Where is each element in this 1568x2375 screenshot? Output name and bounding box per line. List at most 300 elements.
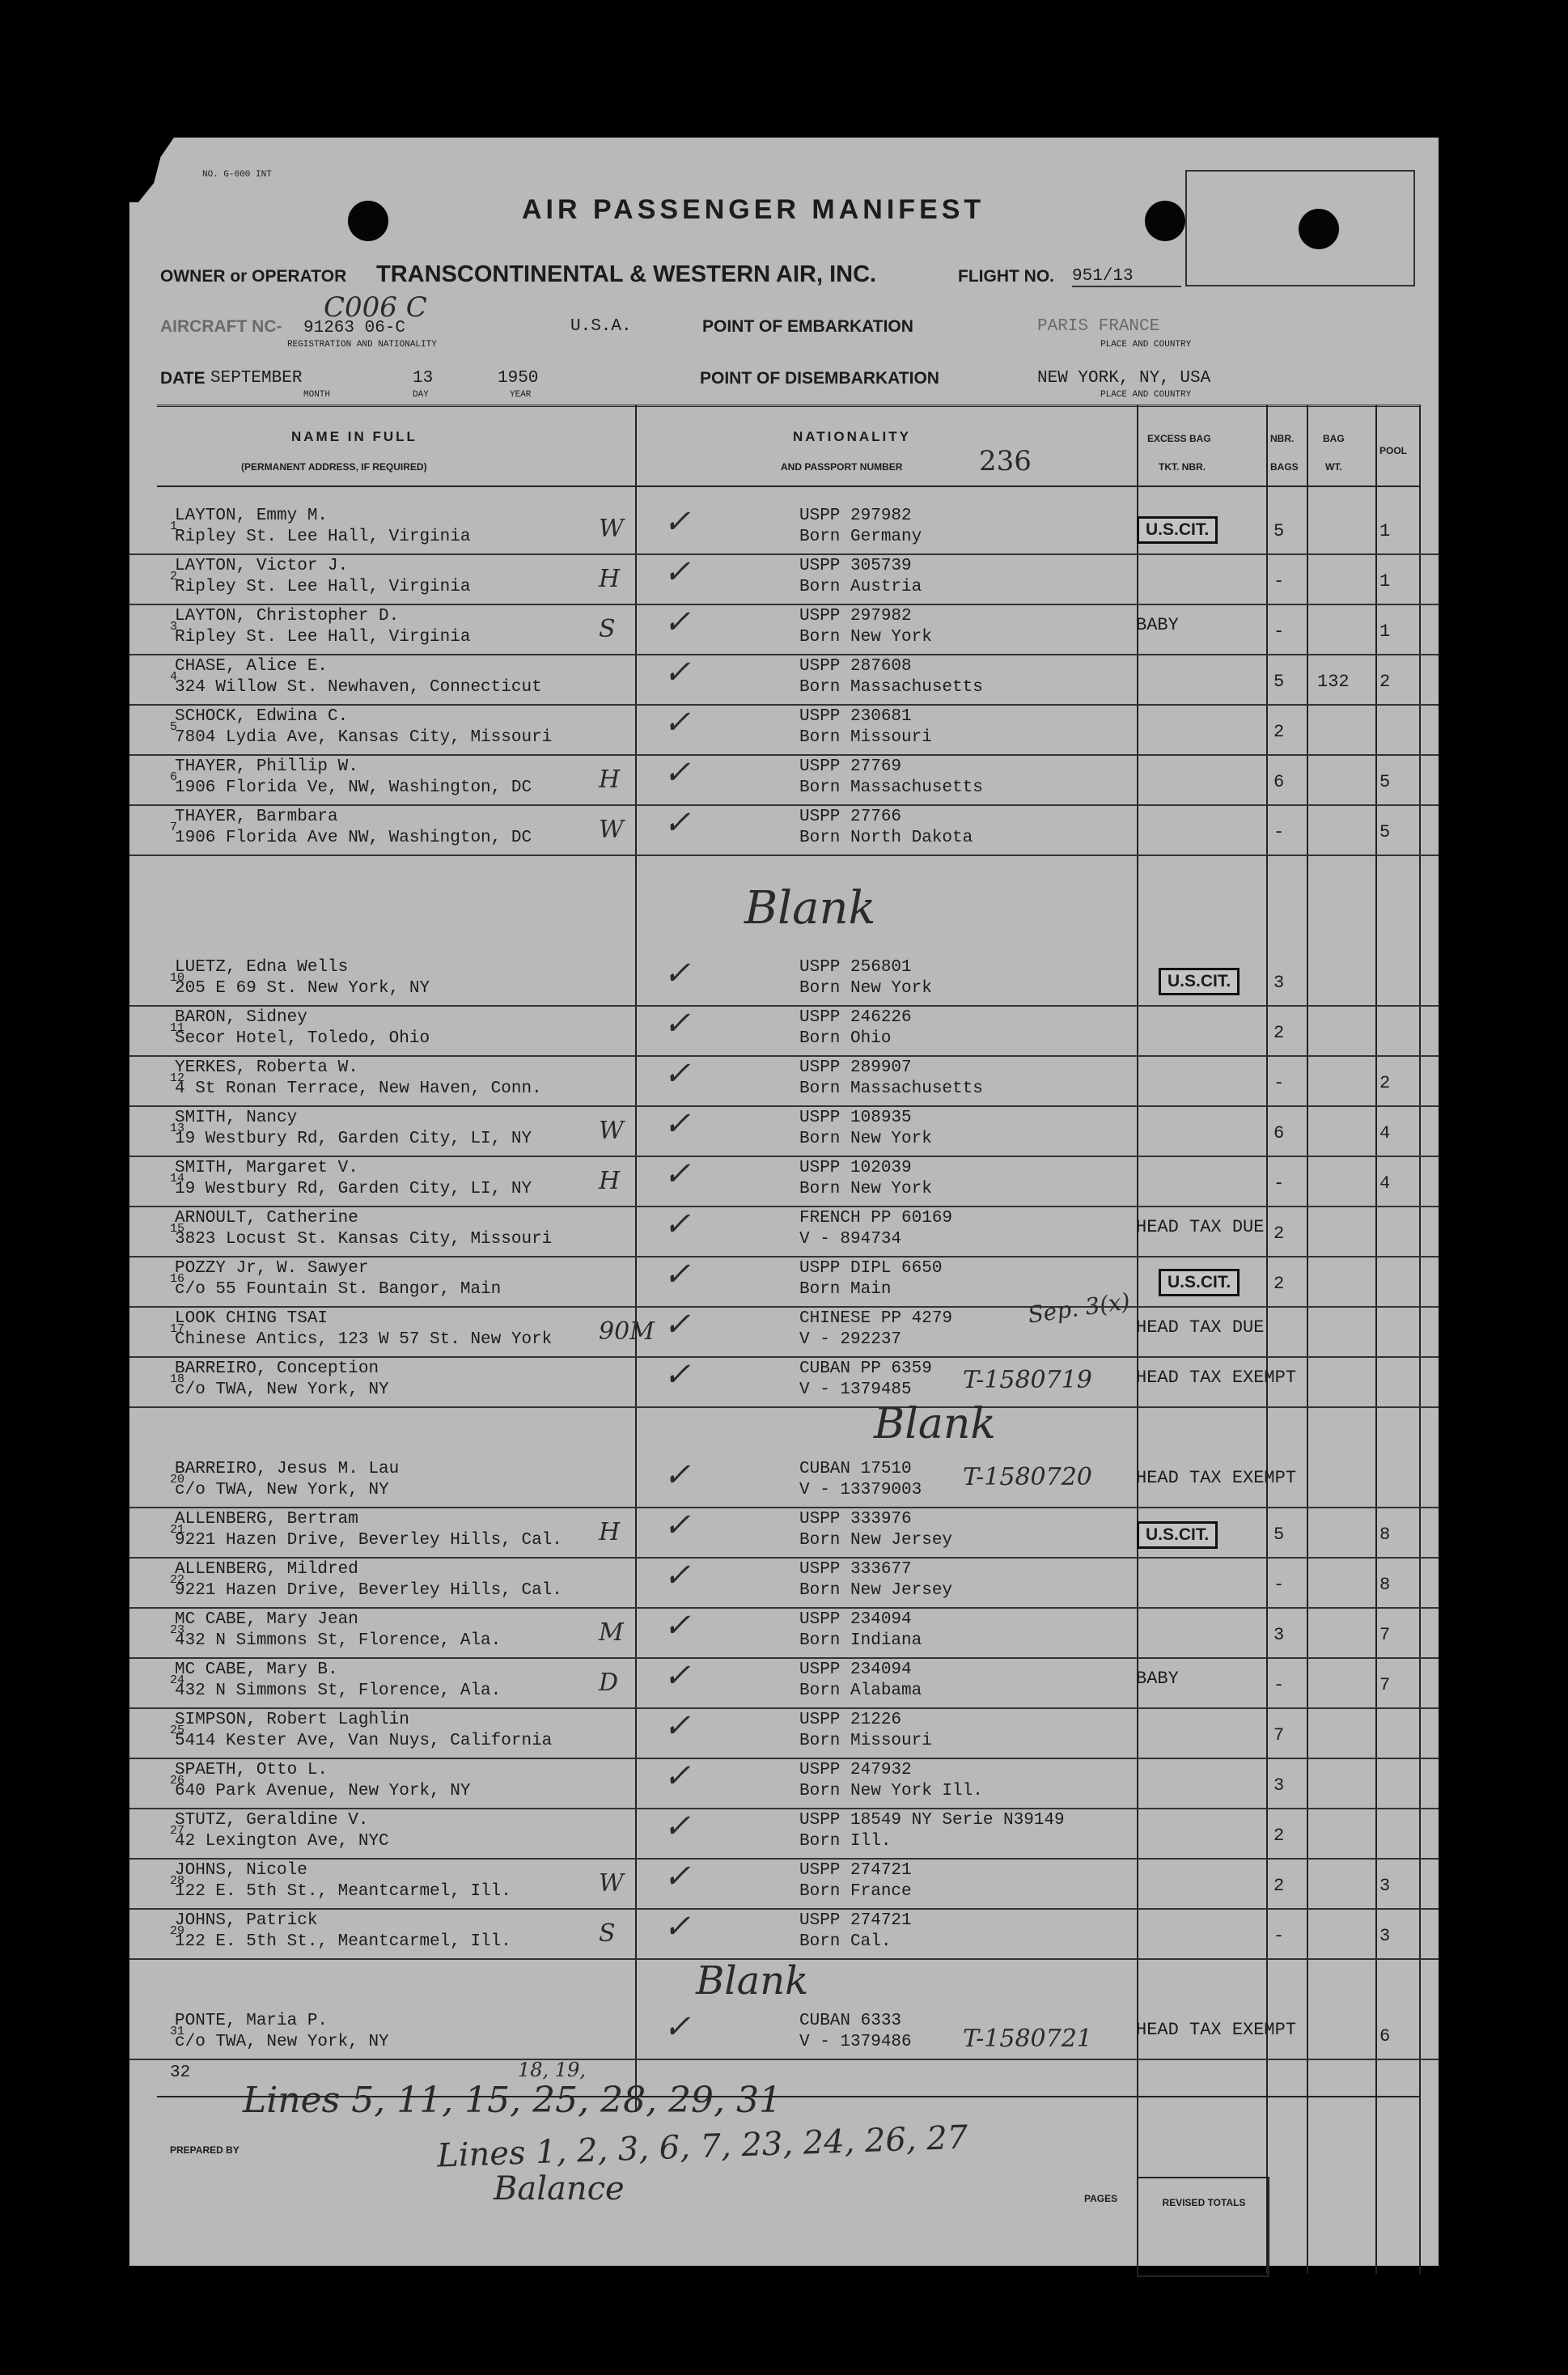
birthplace: Born France xyxy=(799,1882,912,1901)
passenger-row xyxy=(129,1256,1439,1308)
lines-note: Lines 5, 11, 15, 25, 28, 29, 31 xyxy=(243,2080,782,2121)
passport-number: USPP 297982 xyxy=(799,507,912,525)
passenger-name: LAYTON, Emmy M. xyxy=(175,507,328,525)
us-citizen-stamp: U.S.CIT. xyxy=(1159,968,1240,995)
pool-number: 5 xyxy=(1379,822,1391,842)
bag-count: 6 xyxy=(1273,1123,1285,1143)
prepared-by-label: PREPARED BY xyxy=(170,2144,239,2156)
bag-count: 6 xyxy=(1273,772,1285,792)
row-number: 20 xyxy=(170,1473,185,1486)
passenger-row xyxy=(129,1657,1439,1709)
row-number: 24 xyxy=(170,1673,185,1687)
birthplace: Born New Jersey xyxy=(799,1581,953,1600)
birthplace: Born Massachusetts xyxy=(799,1079,983,1098)
passport-number: USPP 18549 NY Serie N39149 xyxy=(799,1811,1065,1830)
row-number: 23 xyxy=(170,1623,185,1637)
ticket-number: T-1580721 xyxy=(963,2025,1092,2053)
lines-note-top: 18, 19, xyxy=(518,2059,586,2081)
passport-number: USPP 234094 xyxy=(799,1610,912,1629)
row-number: 31 xyxy=(170,2025,185,2038)
blank-annotation: Blank xyxy=(874,1400,996,1448)
date-sub-day: DAY xyxy=(413,390,429,400)
check-mark-icon: ✓ xyxy=(663,754,691,791)
pool-number: 8 xyxy=(1379,1525,1391,1545)
passenger-name: LAYTON, Victor J. xyxy=(175,557,349,575)
col-nationality: NATIONALITY xyxy=(793,429,912,444)
passenger-row xyxy=(129,1758,1439,1809)
birthplace: Born New York xyxy=(799,1130,932,1148)
birthplace: Born Alabama xyxy=(799,1682,922,1700)
passenger-name: LOOK CHING TSAI xyxy=(175,1309,328,1328)
passenger-address: 205 E 69 St. New York, NY xyxy=(175,979,430,998)
date-year: 1950 xyxy=(498,369,539,388)
row-number: 10 xyxy=(170,971,185,985)
aircraft-nation: U.S.A. xyxy=(570,317,632,336)
bag-count: 5 xyxy=(1273,1525,1285,1545)
birthplace: Born New York Ill. xyxy=(799,1782,983,1800)
birthplace: Born New York xyxy=(799,979,932,998)
check-mark-icon: ✓ xyxy=(663,1156,691,1193)
passenger-address: 3823 Locust St. Kansas City, Missouri xyxy=(175,1230,553,1249)
passenger-name: THAYER, Phillip W. xyxy=(175,757,358,776)
row-number: 21 xyxy=(170,1523,185,1537)
bag-count: 3 xyxy=(1273,973,1285,993)
owner-label: OWNER or OPERATOR xyxy=(160,267,347,286)
passenger-name: BARREIRO, Conception xyxy=(175,1359,379,1378)
row-number: 26 xyxy=(170,1774,185,1788)
passport-number: USPP 289907 xyxy=(799,1058,912,1077)
passenger-address: 122 E. 5th St., Meantcarmel, Ill. xyxy=(175,1882,511,1901)
handwritten-mark: H xyxy=(599,1518,621,1546)
row-number: 4 xyxy=(170,670,178,684)
nationality-handwritten: 236 xyxy=(979,445,1032,477)
row-number: 2 xyxy=(170,570,178,583)
pool-number: 4 xyxy=(1379,1123,1391,1143)
passenger-row xyxy=(129,1557,1439,1609)
passport-number: USPP 234094 xyxy=(799,1660,912,1679)
passenger-address: 432 N Simmons St, Florence, Ala. xyxy=(175,1631,502,1650)
handwritten-mark: W xyxy=(599,816,624,844)
passenger-address: 9221 Hazen Drive, Beverley Hills, Cal. xyxy=(175,1581,562,1600)
row-number: 6 xyxy=(170,770,178,784)
check-mark-icon: ✓ xyxy=(663,1908,691,1945)
date-label: DATE xyxy=(160,369,206,388)
row-number: 16 xyxy=(170,1272,185,1286)
bag-count: 3 xyxy=(1273,1625,1285,1645)
status-note: HEAD TAX EXEMPT xyxy=(1136,1468,1297,1488)
passenger-name: STUTZ, Geraldine V. xyxy=(175,1811,369,1830)
passport-number: USPP 108935 xyxy=(799,1109,912,1127)
bag-count: 5 xyxy=(1273,672,1285,692)
passenger-row xyxy=(129,804,1439,856)
footer-rule xyxy=(157,2096,1419,2097)
passenger-address: c/o 55 Fountain St. Bangor, Main xyxy=(175,1280,502,1299)
passport-number: USPP 333976 xyxy=(799,1510,912,1529)
bag-count: - xyxy=(1273,621,1285,642)
birthplace: Born Cal. xyxy=(799,1932,892,1951)
passenger-name: LUETZ, Edna Wells xyxy=(175,958,349,977)
check-mark-icon: ✓ xyxy=(663,1256,691,1293)
row-number: 12 xyxy=(170,1071,185,1085)
row-number: 7 xyxy=(170,821,178,834)
passenger-row xyxy=(129,604,1439,655)
row-number: 14 xyxy=(170,1172,185,1185)
row-32: 32 xyxy=(170,2063,191,2082)
blank-annotation: Blank xyxy=(744,882,876,935)
check-mark-icon: ✓ xyxy=(663,1306,691,1343)
birthplace: Born Ill. xyxy=(799,1832,892,1851)
birthplace: V - 1379486 xyxy=(799,2033,912,2051)
row-number: 5 xyxy=(170,720,178,734)
passenger-row xyxy=(129,2008,1439,2060)
passenger-row xyxy=(129,754,1439,806)
passenger-row xyxy=(129,1206,1439,1257)
pool-number: 3 xyxy=(1379,1926,1391,1946)
passenger-row xyxy=(129,1005,1439,1057)
row-number: 3 xyxy=(170,620,178,634)
check-mark-icon: ✓ xyxy=(663,1557,691,1594)
passenger-name: ARNOULT, Catherine xyxy=(175,1209,358,1228)
passenger-row xyxy=(129,1908,1439,1960)
aircraft-label: AIRCRAFT NC- xyxy=(160,317,282,336)
form-title: AIR PASSENGER MANIFEST xyxy=(522,194,985,225)
embark-value: PARIS FRANCE xyxy=(1037,317,1160,336)
passenger-address: 19 Westbury Rd, Garden City, LI, NY xyxy=(175,1180,532,1198)
passenger-row xyxy=(129,1507,1439,1559)
passenger-row xyxy=(129,1808,1439,1860)
passenger-address: Ripley St. Lee Hall, Virginia xyxy=(175,628,471,647)
birthplace: Born New York xyxy=(799,628,932,647)
passenger-address: c/o TWA, New York, NY xyxy=(175,1481,389,1499)
passport-number: USPP 21226 xyxy=(799,1711,902,1729)
passport-number: USPP 333677 xyxy=(799,1560,912,1579)
flight-label: FLIGHT NO. xyxy=(958,267,1054,286)
passport-number: USPP 274721 xyxy=(799,1861,912,1880)
pool-number: 7 xyxy=(1379,1625,1391,1645)
lines-note: Lines 1, 2, 3, 6, 7, 23, 24, 26, 27 xyxy=(436,2118,968,2175)
passenger-address: c/o TWA, New York, NY xyxy=(175,2033,389,2051)
handwritten-mark: W xyxy=(599,515,624,543)
passenger-name: JOHNS, Nicole xyxy=(175,1861,307,1880)
date-sub-month: MONTH xyxy=(303,390,331,400)
passenger-row xyxy=(129,704,1439,756)
bag-count: - xyxy=(1273,822,1285,842)
passport-number: CUBAN PP 6359 xyxy=(799,1359,932,1378)
row-number: 18 xyxy=(170,1372,185,1386)
check-mark-icon: ✓ xyxy=(663,1055,691,1092)
passenger-address: 7804 Lydia Ave, Kansas City, Missouri xyxy=(175,728,553,747)
bag-count: 2 xyxy=(1273,1876,1285,1896)
passenger-address: 1906 Florida Ave NW, Washington, DC xyxy=(175,829,532,847)
passenger-row xyxy=(129,1105,1439,1157)
check-mark-icon: ✓ xyxy=(663,1657,691,1694)
passenger-name: BARREIRO, Jesus M. Lau xyxy=(175,1460,400,1478)
passport-number: USPP 256801 xyxy=(799,958,912,977)
col-pool: POOL xyxy=(1379,445,1408,456)
revised-totals-box xyxy=(1137,2177,1269,2277)
col-bags: NBR. xyxy=(1270,433,1295,444)
passenger-row xyxy=(129,1306,1439,1358)
passenger-address: Chinese Antics, 123 W 57 St. New York xyxy=(175,1330,553,1349)
passenger-address: 640 Park Avenue, New York, NY xyxy=(175,1782,471,1800)
col-name-sub: (PERMANENT ADDRESS, IF REQUIRED) xyxy=(241,461,427,473)
bag-count: - xyxy=(1273,571,1285,592)
passport-number: CUBAN 6333 xyxy=(799,2012,902,2030)
bag-count: 2 xyxy=(1273,1274,1285,1294)
pool-number: 8 xyxy=(1379,1575,1391,1595)
handwritten-mark: D xyxy=(599,1669,619,1697)
birthplace: Born Massachusetts xyxy=(799,678,983,697)
passport-number: USPP 102039 xyxy=(799,1159,912,1177)
row-number: 28 xyxy=(170,1874,185,1888)
blank-annotation: Blank xyxy=(696,1958,809,2004)
passport-number: USPP 27766 xyxy=(799,808,902,826)
status-note: HEAD TAX DUE xyxy=(1136,1217,1265,1237)
check-mark-icon: ✓ xyxy=(663,654,691,691)
manifest-sheet xyxy=(129,138,1439,2266)
passenger-address: Ripley St. Lee Hall, Virginia xyxy=(175,528,471,546)
birthplace: V - 894734 xyxy=(799,1230,902,1249)
pool-number: 7 xyxy=(1379,1675,1391,1695)
status-note: HEAD TAX EXEMPT xyxy=(1136,1368,1297,1388)
header-rule xyxy=(157,486,1419,487)
row-number: 22 xyxy=(170,1573,185,1587)
passport-number: USPP 305739 xyxy=(799,557,912,575)
check-mark-icon: ✓ xyxy=(663,1105,691,1143)
col-excess-sub: TKT. NBR. xyxy=(1159,461,1206,473)
handwritten-mark: H xyxy=(599,1167,621,1195)
pool-number: 1 xyxy=(1379,621,1391,642)
check-mark-icon: ✓ xyxy=(663,1206,691,1243)
col-wt: BAG xyxy=(1323,433,1345,444)
passenger-address: 4 St Ronan Terrace, New Haven, Conn. xyxy=(175,1079,542,1098)
passenger-name: MC CABE, Mary B. xyxy=(175,1660,338,1679)
balance-note: Balance xyxy=(494,2170,625,2207)
row-number: 1 xyxy=(170,520,178,533)
passport-number: CUBAN 17510 xyxy=(799,1460,912,1478)
passport-number: USPP DIPL 6650 xyxy=(799,1259,943,1278)
pool-number: 2 xyxy=(1379,672,1391,692)
disembark-label: POINT OF DISEMBARKATION xyxy=(700,369,939,388)
check-mark-icon: ✓ xyxy=(663,604,691,641)
check-mark-icon: ✓ xyxy=(663,1607,691,1644)
col-name: NAME IN FULL xyxy=(291,429,417,444)
date-note: Sep. 3(x) xyxy=(1026,1287,1132,1329)
passenger-row xyxy=(129,1356,1439,1408)
birthplace: V - 292237 xyxy=(799,1330,902,1349)
passenger-name: SPAETH, Otto L. xyxy=(175,1761,328,1779)
birthplace: Born New York xyxy=(799,1180,932,1198)
birthplace: V - 13379003 xyxy=(799,1481,922,1499)
disembark-sub: PLACE AND COUNTRY xyxy=(1100,390,1192,400)
date-month: SEPTEMBER xyxy=(210,369,303,388)
passenger-row xyxy=(129,1858,1439,1910)
passenger-row xyxy=(129,1607,1439,1659)
passenger-row xyxy=(129,503,1439,555)
flight-value: 951/13 xyxy=(1072,267,1181,287)
birthplace: Born Ohio xyxy=(799,1029,892,1048)
passenger-name: MC CABE, Mary Jean xyxy=(175,1610,358,1629)
bag-count: 2 xyxy=(1273,722,1285,742)
embark-label: POINT OF EMBARKATION xyxy=(702,317,913,336)
us-citizen-stamp: U.S.CIT. xyxy=(1137,1521,1218,1549)
handwritten-mark: S xyxy=(599,1919,616,1948)
passenger-name: POZZY Jr, W. Sawyer xyxy=(175,1259,369,1278)
pool-number: 5 xyxy=(1379,772,1391,792)
check-mark-icon: ✓ xyxy=(663,1005,691,1042)
ticket-number: T-1580720 xyxy=(963,1463,1092,1491)
check-mark-icon: ✓ xyxy=(663,1758,691,1795)
check-mark-icon: ✓ xyxy=(663,2008,691,2046)
handwritten-mark: M xyxy=(599,1618,624,1647)
ticket-number: T-1580719 xyxy=(963,1366,1092,1394)
bag-weight: 132 xyxy=(1317,672,1350,692)
passenger-row xyxy=(129,654,1439,706)
passenger-name: CHASE, Alice E. xyxy=(175,657,328,676)
passport-number: USPP 274721 xyxy=(799,1911,912,1930)
passenger-name: YERKES, Roberta W. xyxy=(175,1058,358,1077)
row-number: 11 xyxy=(170,1021,185,1035)
bag-count: 2 xyxy=(1273,1023,1285,1043)
bag-count: - xyxy=(1273,1926,1285,1946)
passenger-address: Ripley St. Lee Hall, Virginia xyxy=(175,578,471,596)
row-number: 15 xyxy=(170,1222,185,1236)
bag-count: 7 xyxy=(1273,1725,1285,1745)
birthplace: Born Missouri xyxy=(799,1732,932,1750)
passport-number: USPP 297982 xyxy=(799,607,912,626)
passenger-name: SIMPSON, Robert Laghlin xyxy=(175,1711,409,1729)
passenger-name: LAYTON, Christopher D. xyxy=(175,607,400,626)
table-top-rule xyxy=(157,405,1419,407)
pool-number: 4 xyxy=(1379,1173,1391,1194)
bag-count: 5 xyxy=(1273,521,1285,541)
row-number: 27 xyxy=(170,1824,185,1838)
row-number: 29 xyxy=(170,1924,185,1938)
passenger-address: 324 Willow St. Newhaven, Connecticut xyxy=(175,678,542,697)
handwritten-mark: W xyxy=(599,1869,624,1898)
passenger-address: 19 Westbury Rd, Garden City, LI, NY xyxy=(175,1130,532,1148)
passenger-address: 1906 Florida Ve, NW, Washington, DC xyxy=(175,778,532,797)
col-excess: EXCESS BAG xyxy=(1147,433,1211,444)
aircraft-handwritten: C006 C xyxy=(324,291,427,324)
passenger-address: Secor Hotel, Toledo, Ohio xyxy=(175,1029,430,1048)
embark-sub: PLACE AND COUNTRY xyxy=(1100,340,1192,350)
pool-number: 1 xyxy=(1379,521,1391,541)
revised-totals-label: REVISED TOTALS xyxy=(1162,2197,1246,2208)
check-mark-icon: ✓ xyxy=(663,1356,691,1393)
birthplace: Born Germany xyxy=(799,528,922,546)
stamp-box xyxy=(1185,170,1415,286)
passenger-name: ALLENBERG, Mildred xyxy=(175,1560,358,1579)
check-mark-icon: ✓ xyxy=(663,704,691,741)
birthplace: Born Indiana xyxy=(799,1631,922,1650)
punch-hole xyxy=(348,201,388,241)
passenger-name: THAYER, Barmbara xyxy=(175,808,338,826)
bag-count: - xyxy=(1273,1575,1285,1595)
passenger-address: 5414 Kester Ave, Van Nuys, California xyxy=(175,1732,553,1750)
bag-count: - xyxy=(1273,1073,1285,1093)
torn-corner xyxy=(129,138,174,202)
date-day: 13 xyxy=(413,369,434,388)
passenger-name: BARON, Sidney xyxy=(175,1008,307,1027)
check-mark-icon: ✓ xyxy=(663,804,691,842)
birthplace: Born Massachusetts xyxy=(799,778,983,797)
birthplace: Born Main xyxy=(799,1280,892,1299)
passenger-name: JOHNS, Patrick xyxy=(175,1911,318,1930)
form-number: NO. G-000 INT xyxy=(202,170,272,180)
passenger-address: 42 Lexington Ave, NYC xyxy=(175,1832,389,1851)
passenger-name: PONTE, Maria P. xyxy=(175,2012,328,2030)
us-citizen-stamp: U.S.CIT. xyxy=(1137,516,1218,544)
passenger-name: SMITH, Margaret V. xyxy=(175,1159,358,1177)
handwritten-mark: W xyxy=(599,1117,624,1145)
passport-number: USPP 230681 xyxy=(799,707,912,726)
bag-count: 2 xyxy=(1273,1826,1285,1846)
check-mark-icon: ✓ xyxy=(663,553,691,591)
check-mark-icon: ✓ xyxy=(663,1707,691,1745)
bag-count: 3 xyxy=(1273,1775,1285,1796)
us-citizen-stamp: U.S.CIT. xyxy=(1159,1269,1240,1296)
handwritten-mark: S xyxy=(599,615,616,643)
status-note: BABY xyxy=(1136,1669,1179,1689)
check-mark-icon: ✓ xyxy=(663,1457,691,1494)
check-mark-icon: ✓ xyxy=(663,955,691,992)
pages-label: PAGES xyxy=(1084,2193,1118,2204)
status-note: HEAD TAX DUE xyxy=(1136,1317,1265,1338)
pool-number: 6 xyxy=(1379,2026,1391,2046)
pool-number: 2 xyxy=(1379,1073,1391,1093)
status-note: BABY xyxy=(1136,615,1179,635)
pool-number: 1 xyxy=(1379,571,1391,592)
passport-number: USPP 287608 xyxy=(799,657,912,676)
col-wt-sub: WT. xyxy=(1325,461,1342,473)
passenger-name: SCHOCK, Edwina C. xyxy=(175,707,349,726)
passenger-name: ALLENBERG, Bertram xyxy=(175,1510,358,1529)
owner-value: TRANSCONTINENTAL & WESTERN AIR, INC. xyxy=(376,261,877,287)
row-number: 17 xyxy=(170,1322,185,1336)
birthplace: Born New Jersey xyxy=(799,1531,953,1550)
disembark-value: NEW YORK, NY, USA xyxy=(1037,369,1211,388)
check-mark-icon: ✓ xyxy=(663,1507,691,1544)
birthplace: V - 1379485 xyxy=(799,1380,912,1399)
bag-count: - xyxy=(1273,1173,1285,1194)
passenger-address: c/o TWA, New York, NY xyxy=(175,1380,389,1399)
col-nationality-sub: AND PASSPORT NUMBER xyxy=(781,461,903,473)
passenger-row xyxy=(129,1707,1439,1759)
passenger-address: 432 N Simmons St, Florence, Ala. xyxy=(175,1682,502,1700)
passenger-row xyxy=(129,1457,1439,1508)
date-sub-year: YEAR xyxy=(510,390,532,400)
check-mark-icon: ✓ xyxy=(663,503,691,541)
pool-number: 3 xyxy=(1379,1876,1391,1896)
punch-hole xyxy=(1145,201,1185,241)
birthplace: Born Missouri xyxy=(799,728,932,747)
passport-number: USPP 27769 xyxy=(799,757,902,776)
status-note: HEAD TAX EXEMPT xyxy=(1136,2020,1297,2040)
passport-number: USPP 246226 xyxy=(799,1008,912,1027)
row-number: 13 xyxy=(170,1122,185,1135)
passport-number: CHINESE PP 4279 xyxy=(799,1309,953,1328)
check-mark-icon: ✓ xyxy=(663,1808,691,1845)
passenger-row xyxy=(129,1055,1439,1107)
check-mark-icon: ✓ xyxy=(663,1858,691,1895)
passenger-name: SMITH, Nancy xyxy=(175,1109,298,1127)
handwritten-mark: 90M xyxy=(599,1317,655,1346)
birthplace: Born Austria xyxy=(799,578,922,596)
passport-number: FRENCH PP 60169 xyxy=(799,1209,953,1228)
passenger-row xyxy=(129,553,1439,605)
handwritten-mark: H xyxy=(599,565,621,593)
